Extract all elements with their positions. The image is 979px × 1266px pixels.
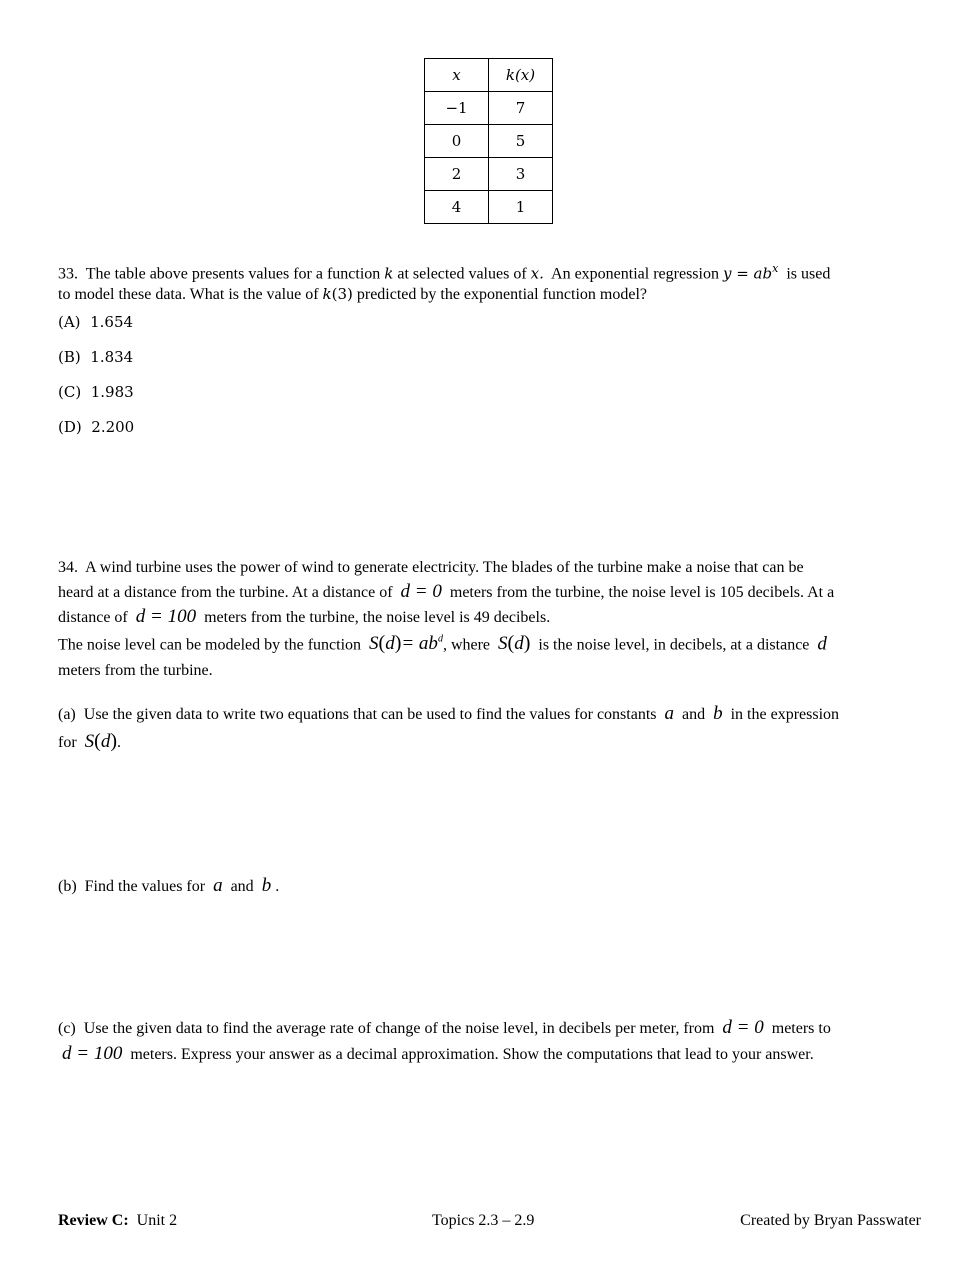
table-row (425, 158, 553, 191)
part-c (58, 1015, 920, 1067)
model-exponent: x (772, 262, 779, 275)
var-k: k (384, 264, 394, 283)
stem-text: The table above presents values for a function (85, 265, 381, 283)
part-a (58, 700, 920, 756)
stem-text: , where (442, 636, 491, 654)
stem-text: predicted by the exponential function model? (356, 286, 647, 304)
table-cell-x: −1 (425, 92, 489, 125)
stem-text: meters from the turbine, the noise level is 105 decibels. At a (449, 584, 835, 601)
part-label: (c) (58, 1020, 76, 1037)
footer-center (432, 1212, 534, 1230)
stem-text: in the expression (730, 706, 840, 723)
footer-right (740, 1212, 921, 1230)
stem-text: . (117, 734, 121, 751)
model-rhs: = ab (401, 633, 438, 655)
d-equals-100: d = 100 (135, 606, 197, 627)
model-statement (58, 627, 920, 684)
choice-label: (D) (58, 418, 82, 436)
S-of-d: S(d) (498, 632, 531, 655)
table-cell-x: 0 (425, 125, 489, 158)
var-x: x. (530, 264, 544, 283)
var-d: d (817, 633, 827, 655)
stem-text: meters. Express your answer as a decimal approximation. Show the computations that lead to your answer. (130, 1046, 814, 1063)
var-S: S (369, 633, 379, 655)
question-number: 34. (58, 559, 78, 576)
part-label: (b) (58, 878, 77, 895)
var-b: b (713, 703, 723, 724)
choice-label: (A) (58, 313, 81, 331)
part-b (58, 875, 920, 897)
stem-text: Find the values for (84, 878, 206, 895)
stem-text: A wind turbine uses the power of wind to generate electricity. The blades of the turbine make a noise that can be (85, 559, 804, 576)
stem-text: Use the given data to write two equations that can be used to find the values for constants (83, 706, 657, 723)
table-cell-k: 3 (489, 158, 553, 191)
values-table (424, 58, 553, 224)
k-of-3: k(3) (322, 285, 353, 304)
table-header-kx: k(x) (489, 59, 553, 92)
stem-text: for (58, 734, 77, 751)
stem-text: and (682, 706, 706, 723)
table-cell-x: 4 (425, 191, 489, 224)
stem-text: distance of (58, 609, 128, 626)
d-equals-0: d = 0 (722, 1017, 764, 1038)
choice-value: 1.983 (90, 383, 134, 401)
table-row (425, 92, 553, 125)
stem-text: and (230, 878, 254, 895)
table-cell-x: 2 (425, 158, 489, 191)
table-cell-k: 5 (489, 125, 553, 158)
table-cell-k: 1 (489, 191, 553, 224)
stem-text: meters from the turbine, the noise level is 49 decibels. (204, 609, 551, 626)
table-row (425, 125, 553, 158)
footer-review-label: Review C: (58, 1212, 129, 1229)
footer-left (58, 1212, 177, 1230)
stem-text: meters from the turbine. (58, 662, 213, 680)
var-k: k (322, 285, 332, 304)
choice-label: (B) (58, 348, 81, 366)
part-label: (a) (58, 706, 76, 723)
choice-value: 1.834 (90, 348, 134, 366)
table-header-row (425, 59, 553, 92)
stem-text: The noise level can be modeled by the function (58, 636, 362, 654)
question-34-stem (58, 556, 920, 630)
table-cell-k: 7 (489, 92, 553, 125)
var-a: a (664, 703, 674, 724)
table-row (425, 191, 553, 224)
choice-c[interactable] (58, 383, 134, 401)
stem-text: An exponential regression (551, 265, 719, 283)
footer-unit: Unit 2 (136, 1212, 178, 1229)
choice-b[interactable] (58, 348, 133, 366)
choice-label: (C) (58, 383, 82, 401)
S-of-d: S(d) (84, 730, 117, 752)
var-S: S (84, 731, 95, 752)
choice-value: 2.200 (91, 418, 135, 436)
question-33-stem (58, 258, 920, 305)
stem-text: is used (786, 265, 831, 283)
var-d: d (100, 731, 111, 752)
table-header-x: x (425, 59, 489, 92)
var-d: d (385, 633, 395, 655)
d-equals-0: d = 0 (400, 581, 442, 602)
footer-topics: Topics 2.3 – 2.9 (432, 1212, 535, 1229)
stem-text: heard at a distance from the turbine. At a distance of (58, 584, 393, 601)
stem-text: is the noise level, in decibels, at a distance (538, 636, 810, 654)
choice-d[interactable] (58, 418, 134, 436)
stem-text: meters to (771, 1020, 831, 1037)
var-b: b (261, 875, 272, 896)
footer-author: Created by Bryan Passwater (740, 1212, 921, 1229)
stem-text: to model these data. What is the value of (58, 286, 319, 304)
stem-text: at selected values of (397, 265, 527, 283)
choice-a[interactable] (58, 313, 133, 331)
question-number: 33. (58, 265, 78, 283)
var-S: S (498, 633, 508, 655)
model-equation: y = ab (722, 264, 773, 283)
d-equals-100: d = 100 (62, 1043, 123, 1064)
stem-text: . (275, 878, 280, 895)
S-of-d-definition: $S(d)= ab^d$ (369, 632, 443, 655)
var-a: a (213, 875, 223, 896)
choice-value: 1.654 (90, 313, 134, 331)
var-d: d (514, 633, 524, 655)
model-exponent: d (437, 634, 443, 645)
stem-text: Use the given data to find the average rate of change of the noise level, in decibels per meter, from (83, 1020, 715, 1037)
